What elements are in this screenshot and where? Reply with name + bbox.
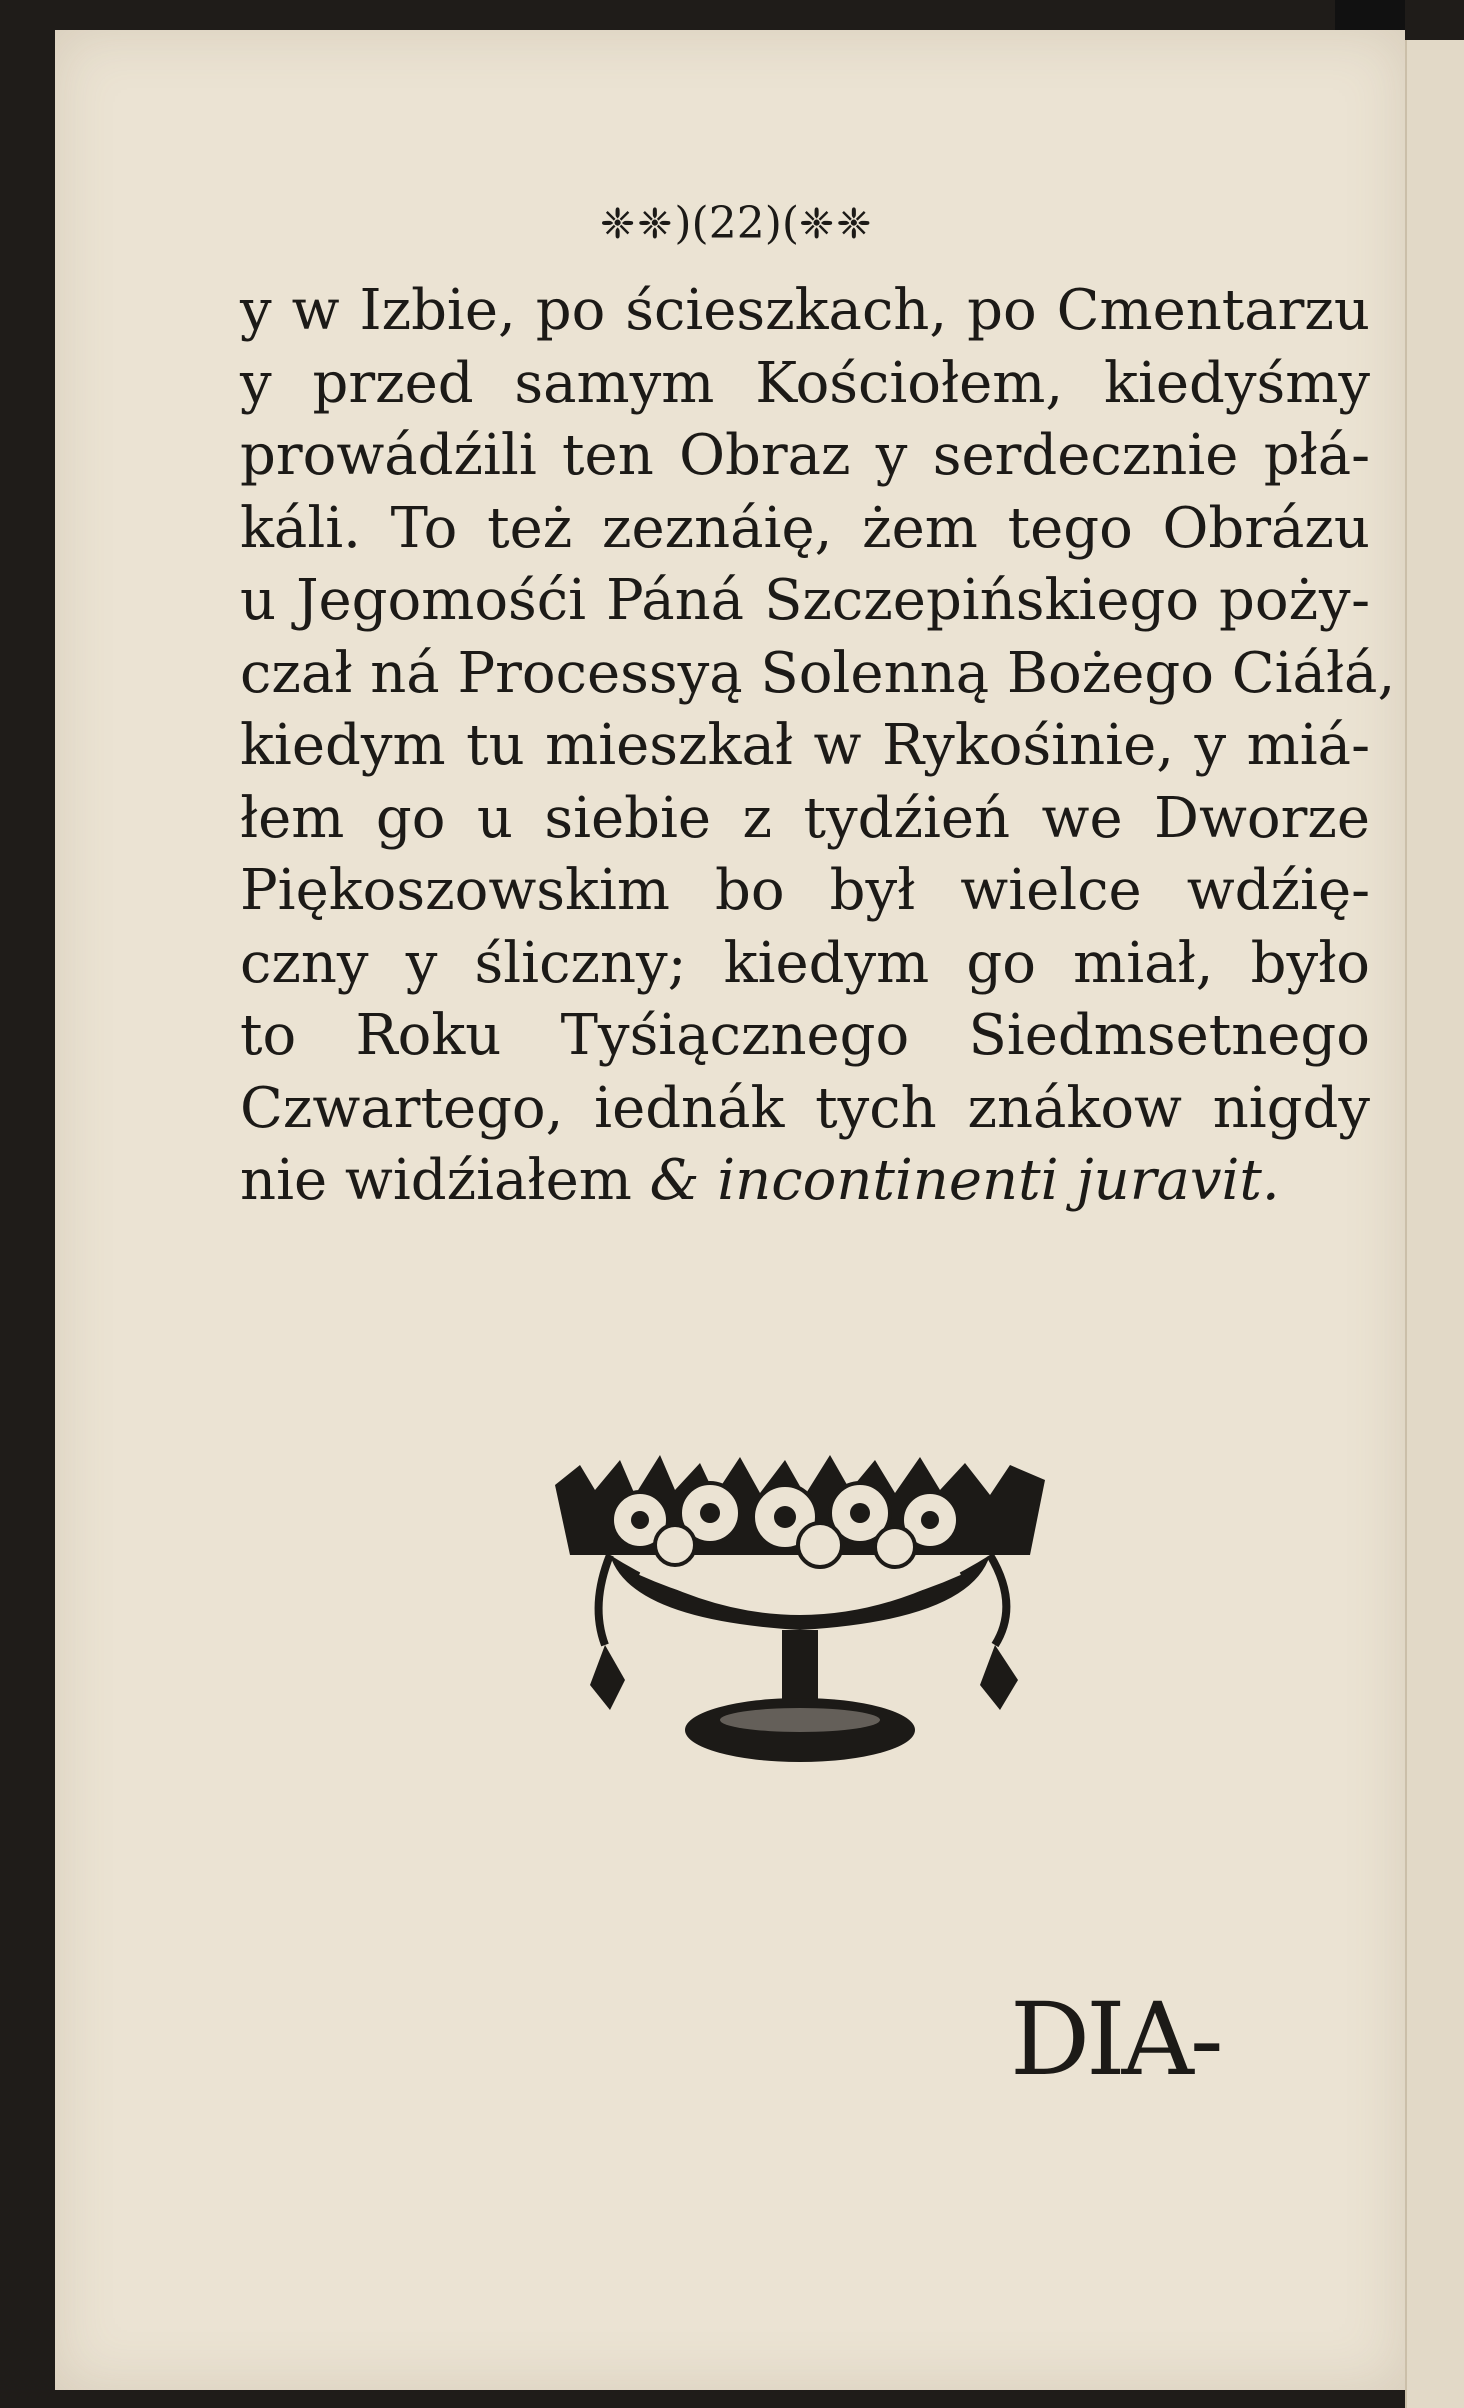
text-line: u Jegomośći Páná Szczepińskiego pożу- xyxy=(240,568,1370,633)
last-line-plain: nie widźiałem xyxy=(240,1148,650,1213)
body-text xyxy=(240,275,1396,1218)
page-header xyxy=(600,188,1080,258)
text-line: y w Izbie, po ścieszkach, po Cmentarzu xyxy=(240,278,1370,343)
text-line: prowádźili ten Obraz y serdecznie płá- xyxy=(240,423,1370,488)
text-line: káli. To też zeznáię, żem tego Obrázu xyxy=(240,495,1370,561)
header-ornament-right: ❈❈ xyxy=(799,198,874,248)
text-line: czał ná Processyą Solenną Bożego Ciáłá, xyxy=(240,640,1396,706)
text-line: Piękoszowskim bo był wielce wdźię- xyxy=(240,858,1370,923)
text-line: kiedym tu mieszkał w Rykośinie, y miá- xyxy=(240,713,1370,778)
header-ornament-left: ❈❈ xyxy=(600,198,675,248)
catchword: DIA- xyxy=(1010,1981,1220,2098)
page-number: )(22)( xyxy=(674,197,800,249)
text-line: y przed samym Kościołem, kiedyśmy xyxy=(240,350,1370,416)
next-page-edge xyxy=(1405,40,1464,2408)
last-line-italic: & incontinenti juravit. xyxy=(649,1148,1280,1213)
text-line: to Roku Tyśiącznego Siedmsetnego xyxy=(240,1003,1370,1068)
text-line-last xyxy=(240,1145,1370,1218)
text-line: łem go u siebie z tydźień we Dworze xyxy=(240,785,1370,851)
fruit-basket-icon xyxy=(550,1445,1050,1805)
fruit-basket-vignette xyxy=(550,1445,1050,1805)
text-line: czny y śliczny; kiedym go miał, było xyxy=(240,930,1370,996)
text-line: Czwartego, iednák tych znákow nigdy xyxy=(240,1075,1370,1141)
